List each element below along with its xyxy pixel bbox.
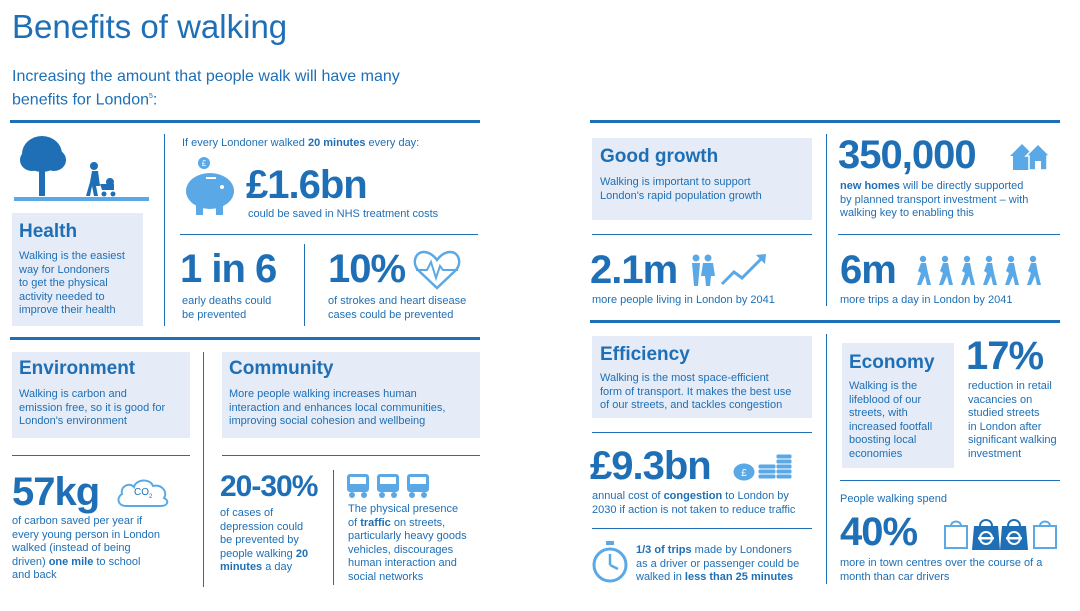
stat-carbon-caption [12,515,160,583]
caption-line [348,517,467,531]
caption-bold: minutes [220,561,263,573]
health-text-line: way for Londoners [19,263,110,276]
subtitle-colon: : [152,91,158,109]
caption-post: made by Londoners [691,544,792,556]
caption-line: be prevented by [220,534,299,546]
stat-strokes: 10% [328,247,406,291]
economy-text-line: increased footfall [849,420,933,433]
environment-inner-rule [12,455,190,456]
caption-line: cases could be prevented [328,308,454,321]
community-divider [203,352,204,587]
caption-line: 2030 if action is not taken to reduce traffic [592,503,796,516]
efficiency-text [600,372,791,413]
caption-pre: driven) [12,555,49,568]
good-growth-text [600,176,762,203]
caption-bold: one mile [48,555,94,568]
growth-inner-rule-right [838,234,1060,235]
health-intro [182,137,419,151]
environment-title: Environment [19,358,136,379]
community-text [229,388,445,429]
stat-spend: 40% [840,510,918,554]
economy-text-line: lifeblood of our [849,393,922,406]
caption-bold: traffic [360,516,391,529]
page-subtitle [12,67,400,110]
subtitle-line-2-text: benefits for London [12,91,149,109]
caption-line [12,556,160,570]
efficiency-title: Efficiency [600,344,690,365]
community-text-line: improving social cohesion and wellbeing [229,415,426,427]
community-text-line: More people walking increases human [229,388,417,400]
environment-text-line: London's environment [19,415,127,427]
health-text-line: improve their health [19,304,116,316]
caption-line: reduction in retail [968,380,1052,392]
caption-line: in London after [968,420,1042,433]
caption-post: will be directly supported [899,180,1024,192]
stat-more-trips-caption: more trips a day in London by 2041 [840,294,1013,306]
good-growth-text-line: Walking is important to support [600,176,751,188]
economy-divider [826,334,827,584]
caption-line: vacancies on [968,393,1033,406]
health-text [19,250,125,318]
caption-line: studied streets [968,407,1040,419]
walkers-icon [915,255,1055,289]
stat-more-trips: 6m [840,248,896,292]
economy-title: Economy [849,352,935,373]
stat-congestion-caption [592,490,795,517]
growth-divider [826,134,827,306]
intro-post: every day: [365,137,420,149]
stat-retail-caption [968,380,1057,461]
caption-line: vehicles, discourages [348,543,454,556]
svg-text:£: £ [741,468,747,479]
svg-text:£: £ [201,159,207,168]
caption-pre: people walking [220,547,296,560]
environment-top-rule [10,337,480,340]
caption-post: a day [262,561,293,573]
caption-line: and back [12,569,57,581]
caption-line [840,180,1028,194]
health-text-line: activity needed to [19,290,105,303]
caption-pre: walked in [636,571,685,583]
subtitle-footnote-ref: 5 [149,93,153,100]
caption-pre: annual cost of [592,490,664,502]
coins-icon [732,450,794,484]
stat-early-deaths: 1 in 6 [180,247,277,291]
stat-retail-vacancies: 17% [966,334,1044,378]
stat-new-homes-caption [840,180,1028,221]
stat-carbon: 57kg [12,470,100,514]
stat-depression-caption [220,507,308,575]
stat-strokes-caption [328,295,466,322]
caption-line: by planned transport investment – with [840,193,1029,206]
community-inner-rule [222,455,480,456]
caption-line [220,561,308,575]
houses-icon [1008,140,1052,172]
caption-line: of strokes and heart disease [328,295,467,307]
environment-text-line: emission free, so it is good for [19,401,166,414]
stat-spend-caption [840,557,1042,584]
intro-pre: If every Londoner walked [182,137,308,149]
growth-inner-rule-left [592,234,812,235]
traffic-caption [348,503,467,584]
health-text-line: to get the physical [19,277,108,289]
stat-more-people-caption: more people living in London by 2041 [592,294,775,306]
caption-post: to school [93,555,141,568]
caption-line: as a driver or passenger could be [636,557,800,570]
caption-line: of carbon saved per year if [12,515,143,527]
people-growth-icon [690,250,770,290]
caption-line: walked (instead of being [12,542,131,554]
heart-rate-icon [412,248,462,292]
caption-line: particularly heavy goods [348,530,467,542]
stat-nhs-savings: £1.6bn [246,163,367,207]
growth-top-rule [590,120,1060,123]
environment-text-line: Walking is carbon and [19,388,127,400]
health-stat-divider [304,244,305,326]
intro-bold: 20 minutes [307,137,366,149]
lorries-icon [345,472,435,500]
caption-bold: 20 [295,547,309,560]
subtitle-line-1: Increasing the amount that people walk will have many [12,68,400,85]
subtitle-line-2 [12,87,400,110]
caption-line [636,544,799,558]
walkable-trips-caption [636,544,799,585]
tree-and-walker-icon [14,134,154,204]
stat-depression: 20-30% [220,470,318,503]
caption-post: on streets, [390,516,446,529]
page-title: Benefits of walking [12,8,288,45]
traffic-divider [333,470,334,585]
caption-bold: less than 25 minutes [684,571,794,583]
community-text-line: interaction and enhances local communities, [229,401,446,414]
caption-line: every young person in London [12,528,160,541]
economy-text-line: streets, with [849,407,908,419]
efficiency-text-line: form of transport. It makes the best use [600,385,792,398]
health-title: Health [19,221,78,242]
stat-congestion-cost: £9.3bn [590,444,711,488]
economy-text-line: boosting local [849,434,917,446]
caption-line: month than car drivers [840,570,950,583]
caption-line [220,548,308,562]
caption-line: walking key to enabling this [840,207,974,219]
economy-text-line: economies [849,447,903,460]
caption-line: be prevented [182,308,247,321]
caption-line: significant walking [968,434,1057,446]
health-top-rule [10,120,480,123]
caption-line: of cases of [220,507,274,519]
caption-line [592,490,795,504]
stat-nhs-caption: could be saved in NHS treatment costs [248,208,439,220]
caption-line: more in town centres over the course of a [840,557,1043,569]
caption-pre: of [348,516,361,529]
stat-new-homes: 350,000 [838,133,976,177]
caption-line [636,571,799,585]
economy-text-line: Walking is the [849,380,918,392]
health-inner-rule [180,234,478,235]
economy-inner-rule [840,480,1060,481]
stat-more-people: 2.1m [590,248,678,292]
environment-text [19,388,165,429]
caption-line: human interaction and [348,557,457,569]
caption-line: social networks [348,570,424,583]
caption-bold: congestion [663,490,723,502]
stat-early-deaths-caption [182,295,271,322]
co2-text: CO [134,487,149,498]
efficiency-inner-rule [592,432,812,433]
economy-text [849,380,932,461]
health-divider [164,134,165,326]
efficiency-top-rule [590,320,1060,323]
community-title: Community [229,358,334,379]
caption-line: depression could [220,520,304,533]
caption-line: The physical presence [348,503,459,515]
co2-sub: 2 [149,494,153,500]
efficiency-text-line: of our streets, and tackles congestion [600,399,783,411]
good-growth-title: Good growth [600,146,719,167]
stopwatch-icon [590,540,630,584]
caption-bold: new homes [840,180,900,192]
caption-post: to London by [722,490,789,502]
efficiency-text-line: Walking is the most space-efficient [600,372,769,384]
health-text-line: Walking is the easiest [19,250,125,262]
co2-label [134,487,152,500]
shopping-bags-icon [942,516,1062,552]
caption-line: investment [968,447,1022,460]
caption-line: early deaths could [182,295,272,307]
efficiency-second-rule [592,528,812,529]
caption-bold: 1/3 of trips [636,544,692,556]
spend-intro: People walking spend [840,493,948,505]
good-growth-text-line: London's rapid population growth [600,189,762,202]
piggy-bank-icon [180,155,240,217]
